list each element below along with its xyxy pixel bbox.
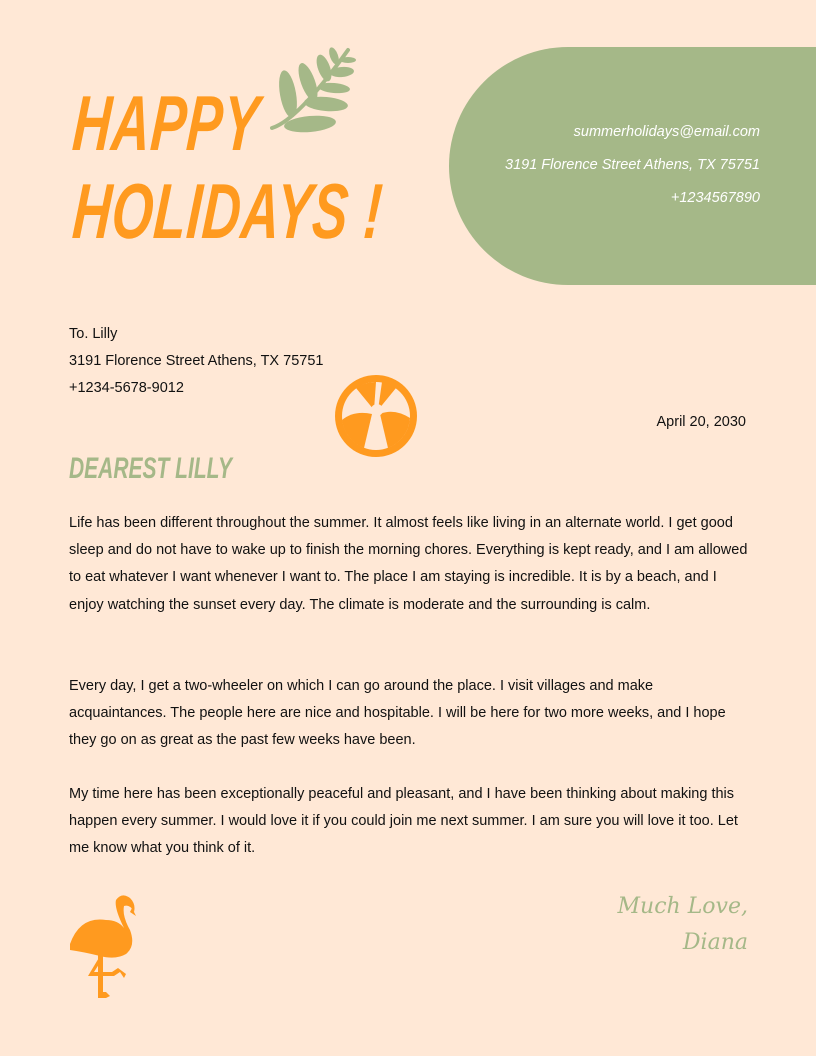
signature-name: Diana (682, 930, 748, 955)
paragraph-3: My time here has been exceptionally peaceful and pleasant, and I have been thinking about making this happen every summer. I would love it if you could join me next summer. I am sure you will love it too. Let me know what you think of it. (69, 786, 738, 857)
sender-address: 3191 Florence Street Athens, TX 75751 (505, 157, 760, 173)
recipient-name: To. Lilly (69, 326, 118, 342)
beach-ball-icon (334, 374, 418, 458)
title-happy: HAPPY (70, 79, 263, 167)
closing-line: Much Love, (617, 894, 748, 919)
paragraph-2: Every day, I get a two-wheeler on which I can go around the place. I visit villages and make acquaintances. The people here are nice and hospitable. I will be here for two more weeks, and I hope they go on as great as the past few weeks have been. (69, 678, 726, 749)
recipient-address: 3191 Florence Street Athens, TX 75751 (69, 353, 324, 369)
title-holidays: HOLIDAYS ! (70, 167, 386, 255)
paragraph-1: Life has been different throughout the summer. It almost feels like living in an alternate world. I get good sleep and do not have to wake up to finish the morning chores. Everything is kept ready, and I am allowed to eat whatever I want whenever I want to. The place I am staying is incredible. It is by a beach, and I enjoy watching the sunset every day. The climate is moderate and the surrounding is calm. (69, 515, 748, 613)
sender-email: summerholidays@email.com (573, 124, 760, 140)
sender-phone: +1234567890 (670, 190, 760, 206)
greeting: DEAREST LILLY (69, 452, 232, 485)
flamingo-icon (66, 894, 138, 1000)
leaf-branch-icon (268, 44, 358, 144)
letter-date: April 20, 2030 (656, 414, 746, 430)
recipient-phone: +1234-5678-9012 (69, 380, 184, 396)
